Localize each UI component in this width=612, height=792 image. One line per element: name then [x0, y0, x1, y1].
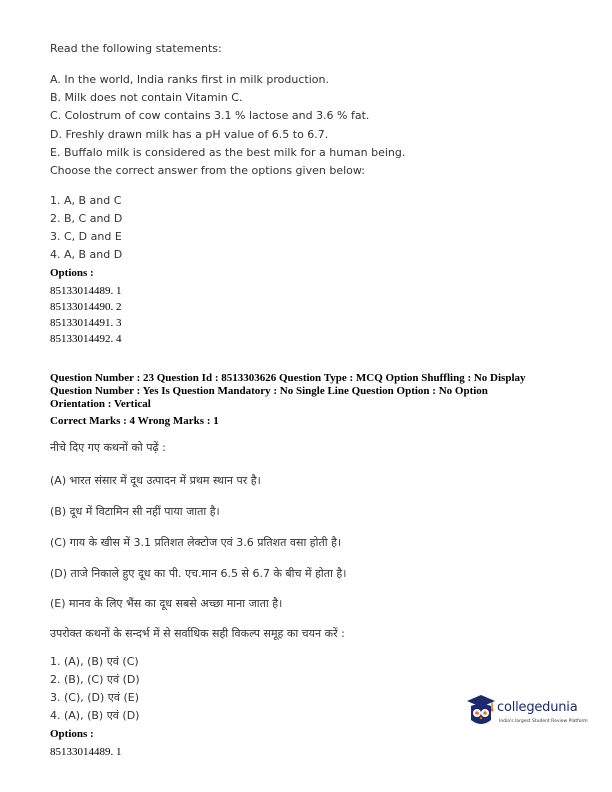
statement-c: C. Colostrum of cow contains 3.1 % lactose and 3.6 % fat. [50, 109, 370, 122]
hindi-statement-c: (C) गाय के खीस में 3.1 प्रतिशत लेक्टोज एवं 3.6 प्रतिशत वसा होती है। [50, 536, 342, 549]
hindi-choose-instruction: उपरोक्त कथनों के सन्दर्भ में से सर्वाधिक सही विकल्प समूह का चयन करें : [50, 627, 345, 640]
statement-a: A. In the world, India ranks first in milk production. [50, 73, 329, 86]
question-intro: Read the following statements: [50, 42, 222, 55]
choice-4: 4. A, B and D [50, 248, 123, 261]
options-label: Options : [50, 267, 94, 279]
hindi-choice-3: 3. (C), (D) एवं (E) [50, 691, 140, 704]
question-marks: Correct Marks : 4 Wrong Marks : 1 [50, 415, 219, 427]
hindi-option-id-1: 85133014489. 1 [50, 746, 122, 758]
hindi-options-label: Options : [50, 728, 94, 740]
choose-instruction: Choose the correct answer from the options given below: [50, 164, 365, 177]
hindi-intro: नीचे दिए गए कथनों को पढ़ें : [50, 441, 166, 454]
hindi-statement-e: (E) मानव के लिए भैंस का दूध सबसे अच्छा माना जाता है। [50, 597, 283, 610]
option-id-2: 85133014490. 2 [50, 301, 122, 313]
hindi-choice-2: 2. (B), (C) एवं (D) [50, 673, 140, 686]
choice-3: 3. C, D and E [50, 230, 122, 243]
hindi-choice-1: 1. (A), (B) एवं (C) [50, 655, 139, 668]
question-meta-line-2: Question Number : Yes Is Question Mandatory : No Single Line Question Option : No Option [50, 385, 488, 397]
option-id-1: 85133014489. 1 [50, 285, 122, 297]
hindi-statement-d: (D) ताजे निकाले हुए दूध का पी. एच.मान 6.5 से 6.7 के बीच में होता है। [50, 567, 347, 580]
logo-wordmark: collegedunia [497, 700, 578, 715]
statement-b: B. Milk does not contain Vitamin C. [50, 91, 243, 104]
statement-e: E. Buffalo milk is considered as the best milk for a human being. [50, 146, 406, 159]
hindi-choice-4: 4. (A), (B) एवं (D) [50, 709, 140, 722]
collegedunia-logo [466, 694, 606, 734]
statement-d: D. Freshly drawn milk has a pH value of 6.5 to 6.7. [50, 128, 329, 141]
choice-1: 1. A, B and C [50, 194, 122, 207]
question-meta-line-3: Orientation : Vertical [50, 398, 151, 410]
hindi-statement-b: (B) दूध में विटामिन सी नहीं पाया जाता है। [50, 505, 220, 518]
graduate-owl-icon [466, 694, 496, 728]
choice-2: 2. B, C and D [50, 212, 123, 225]
question-meta-line-1: Question Number : 23 Question Id : 8513303626 Question Type : MCQ Option Shuffling : No Display [50, 372, 526, 384]
option-id-4: 85133014492. 4 [50, 333, 122, 345]
logo-tagline: India's largest Student Review Platform [499, 719, 588, 724]
hindi-statement-a: (A) भारत संसार में दूध उत्पादन में प्रथम स्थान पर है। [50, 474, 261, 487]
option-id-3: 85133014491. 3 [50, 317, 122, 329]
